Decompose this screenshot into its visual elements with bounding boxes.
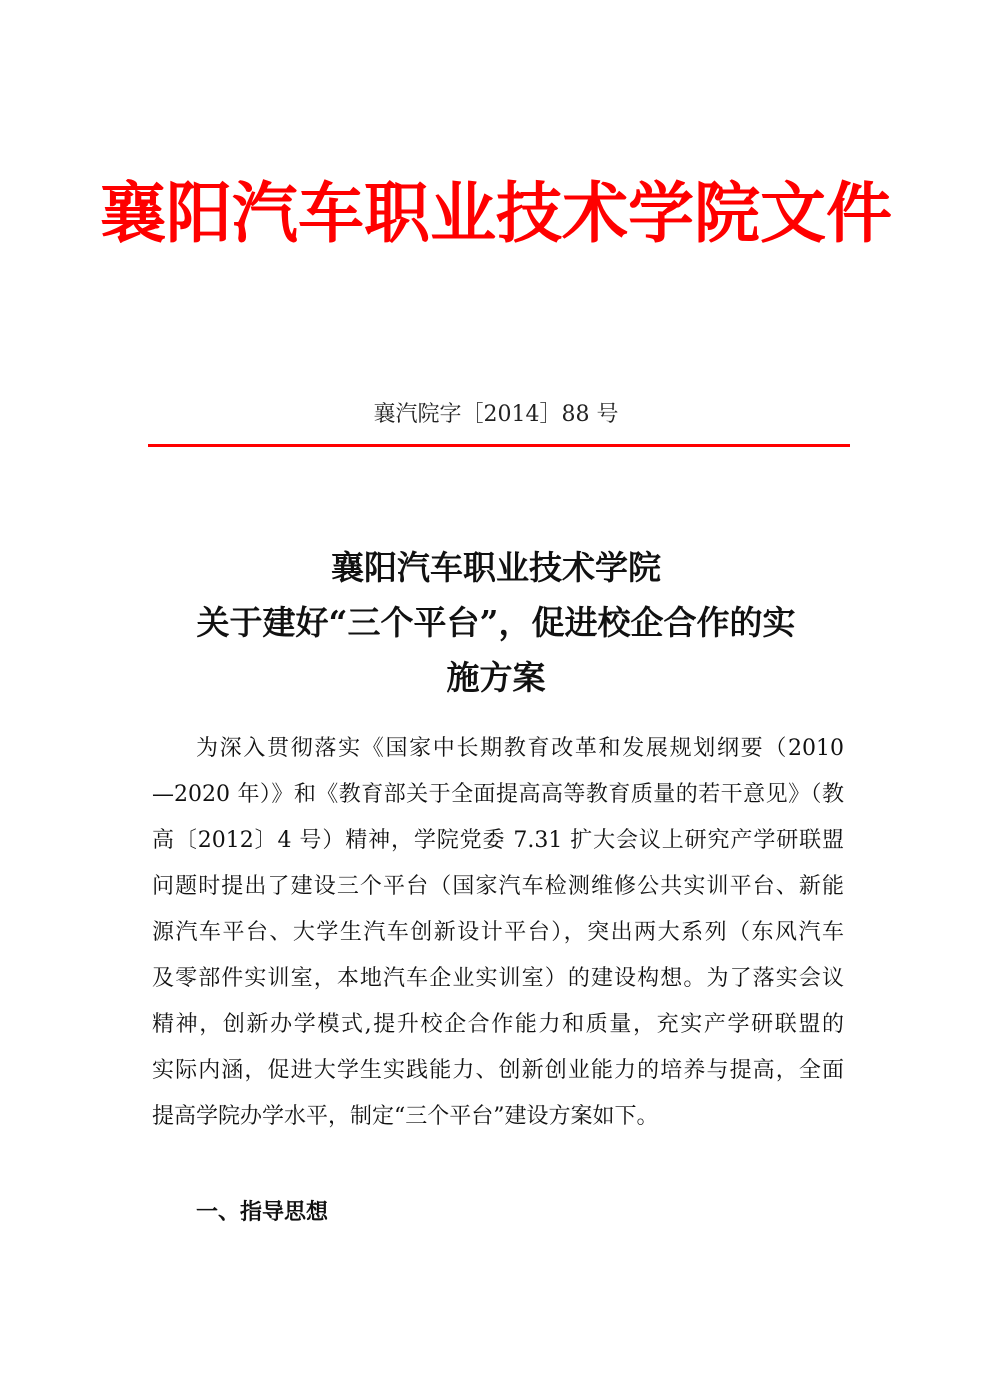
title-line-1: 襄阳汽车职业技术学院 <box>331 548 661 587</box>
body-line-5: 源汽车平台、大学生汽车创新设计平台），突出两大系列（东风汽车 <box>152 920 844 945</box>
body-line-7: 精神，创新办学模式,提升校企合作能力和质量，充实产学研联盟的 <box>152 1012 844 1037</box>
body-line-2: —2020 年）》和《教育部关于全面提高高等教育质量的若干意见》（教 <box>152 782 844 807</box>
header-divider <box>148 444 850 447</box>
body-line-9: 提高学院办学水平，制定“三个平台”建设方案如下。 <box>152 1104 659 1129</box>
body-line-4: 问题时提出了建设三个平台（国家汽车检测维修公共实训平台、新能 <box>152 874 844 899</box>
body-line-3: 高〔2012〕4 号）精神，学院党委 7.31 扩大会议上研究产学研联盟 <box>152 828 844 853</box>
body-paragraph <box>152 726 844 1140</box>
document-number: 襄汽院字［2014］88 号 <box>373 402 619 427</box>
document-title <box>140 540 852 705</box>
body-line-6: 及零部件实训室，本地汽车企业实训室）的建设构想。为了落实会议 <box>152 966 844 991</box>
document-header-title: 襄阳汽车职业技术学院文件 <box>100 174 892 252</box>
section-heading: 一、指导思想 <box>196 1200 329 1225</box>
body-line-8: 实际内涵，促进大学生实践能力、创新创业能力的培养与提高，全面 <box>152 1058 844 1083</box>
body-line-1: 为深入贯彻落实《国家中长期教育改革和发展规划纲要（2010 <box>196 736 844 761</box>
title-line-2: 关于建好“三个平台”，促进校企合作的实 <box>196 603 796 642</box>
title-line-3: 施方案 <box>446 658 546 697</box>
